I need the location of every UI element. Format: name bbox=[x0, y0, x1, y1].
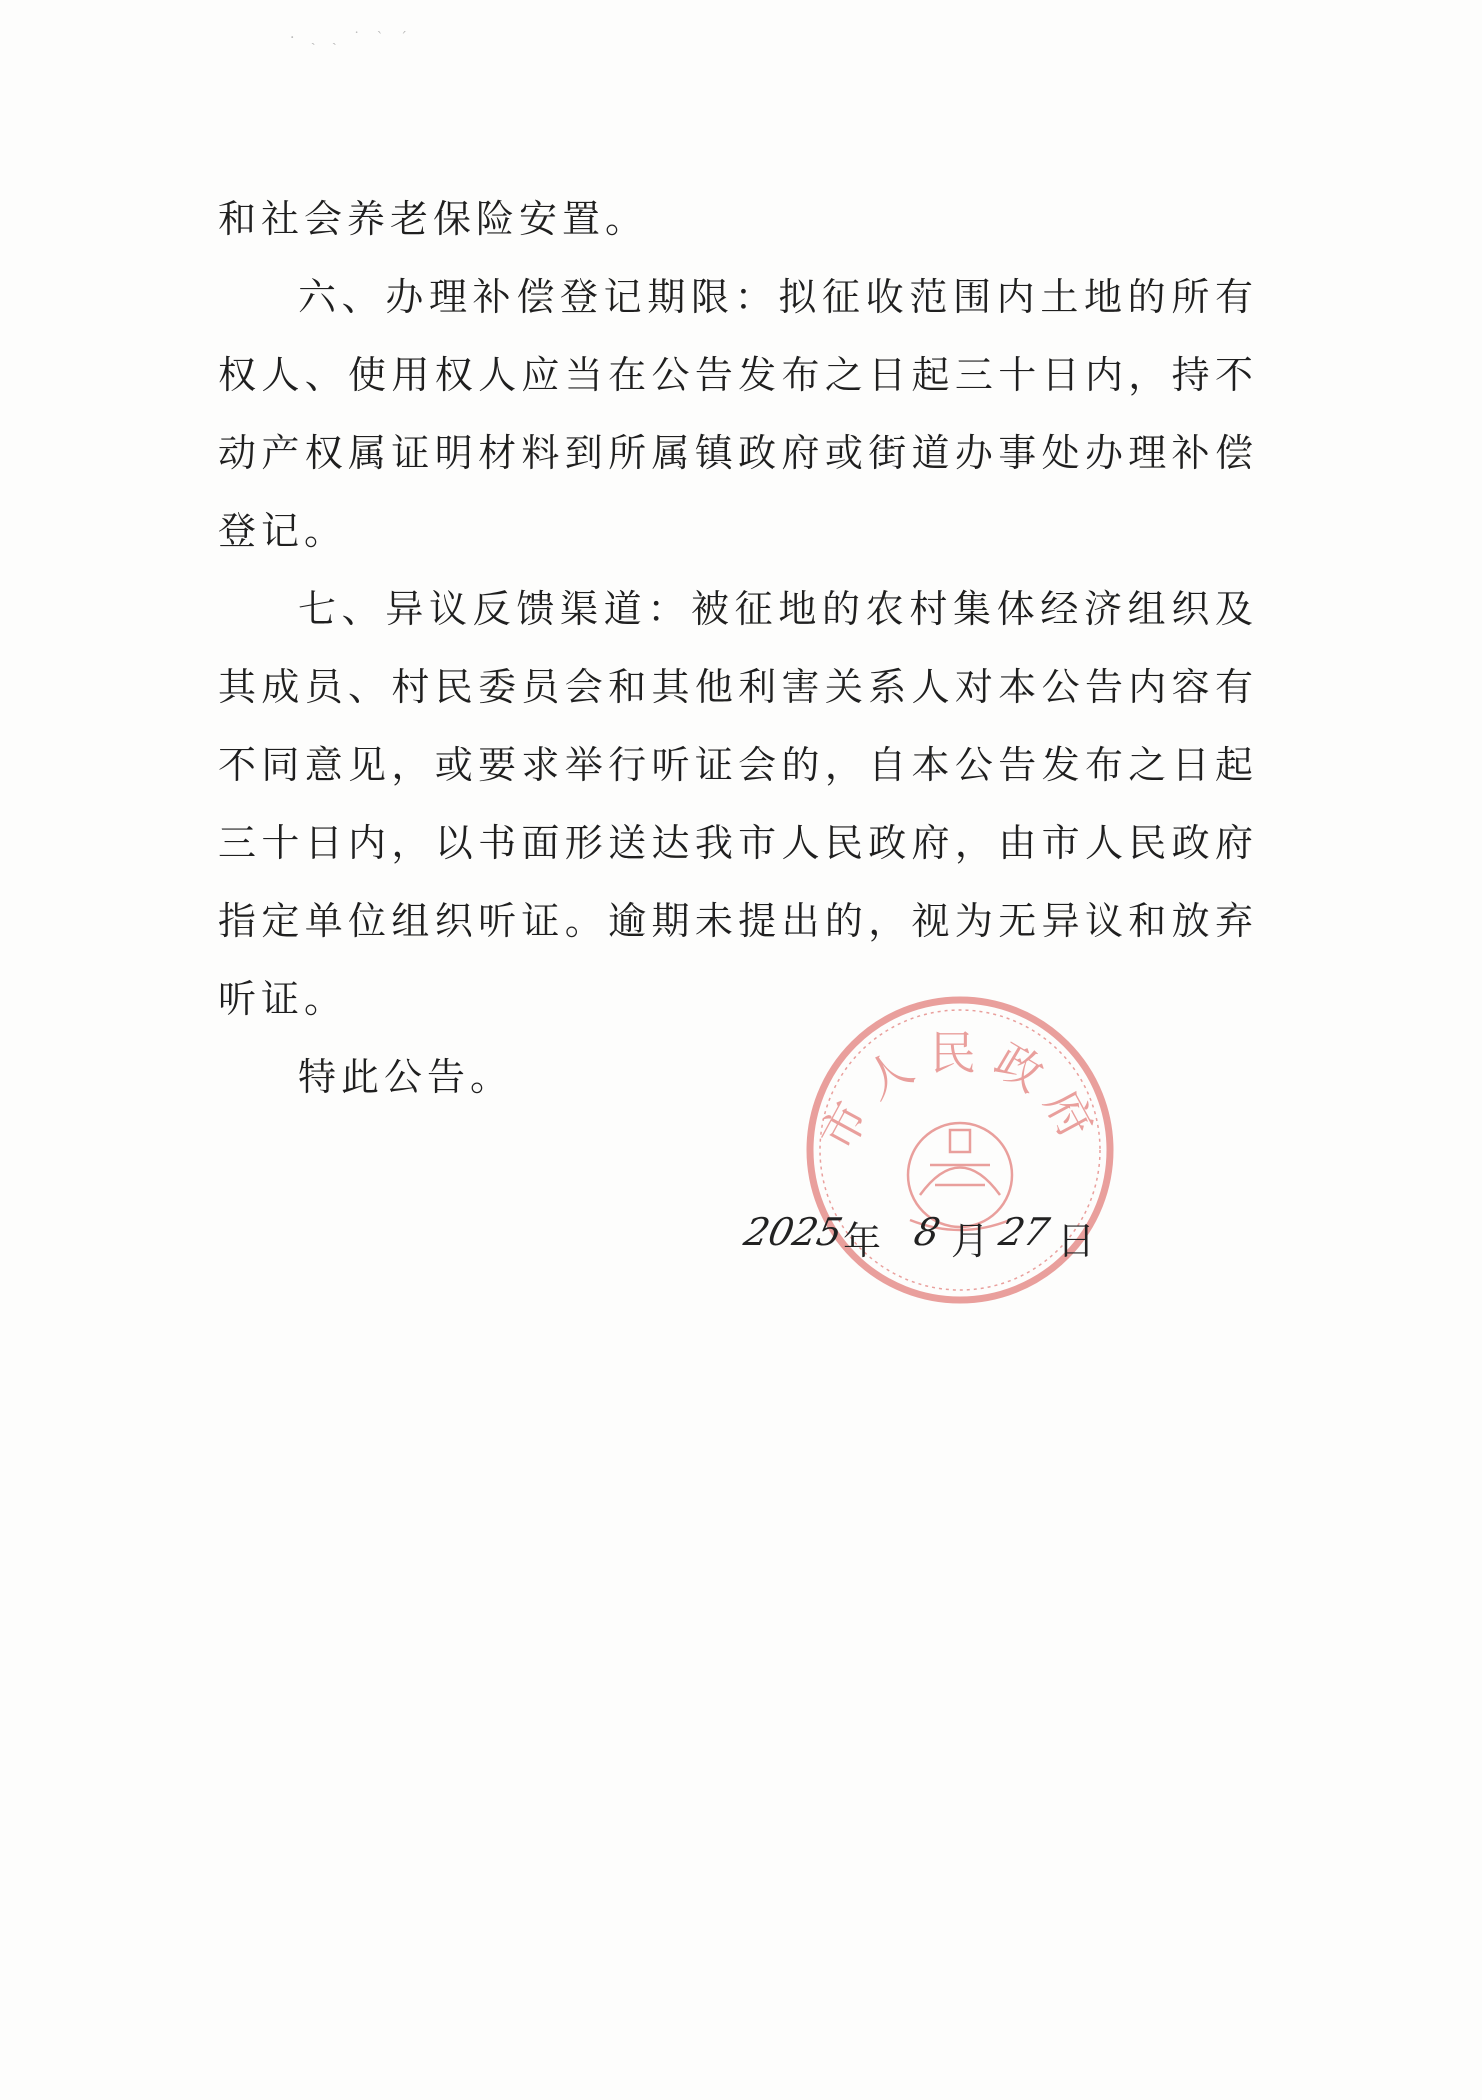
paragraph-objection-channel: 七、异议反馈渠道：被征地的农村集体经济组织及其成员、村民委员会和其他利害关系人对本公告内容有不同意见，或要求举行听证会的，自本公告发布之日起三十日内，以书面形送达我市人民政府，由市人民政府指定单位组织听证。逾期未提出的，视为无异议和放弃听证。 bbox=[218, 587, 1258, 1021]
date-month-label: 月 bbox=[951, 1219, 990, 1263]
date-month-handwritten: 8 bbox=[910, 1210, 944, 1254]
notice-body bbox=[218, 180, 1258, 1116]
paragraph-closing: 特此公告。 bbox=[298, 1055, 514, 1099]
paragraph-registration-deadline: 六、办理补偿登记期限：拟征收范围内土地的所有权人、使用权人应当在公告发布之日起三十日内，持不动产权属证明材料到所属镇政府或街道办事处办理补偿登记。 bbox=[218, 275, 1258, 553]
date-day-handwritten: 27 bbox=[995, 1210, 1054, 1254]
seal-text: 市人民政府 bbox=[809, 1026, 1111, 1160]
date-day-label: 日 bbox=[1057, 1219, 1096, 1263]
paragraph-continuation: 和社会养老保险安置。 bbox=[218, 197, 649, 241]
scan-artifact: · ˎ ˏ ˙ ˋ ˊ bbox=[290, 30, 414, 46]
issue-date bbox=[740, 1200, 1125, 1270]
date-year-handwritten: 2025 bbox=[740, 1210, 847, 1254]
date-year-label: 年 bbox=[843, 1219, 882, 1263]
